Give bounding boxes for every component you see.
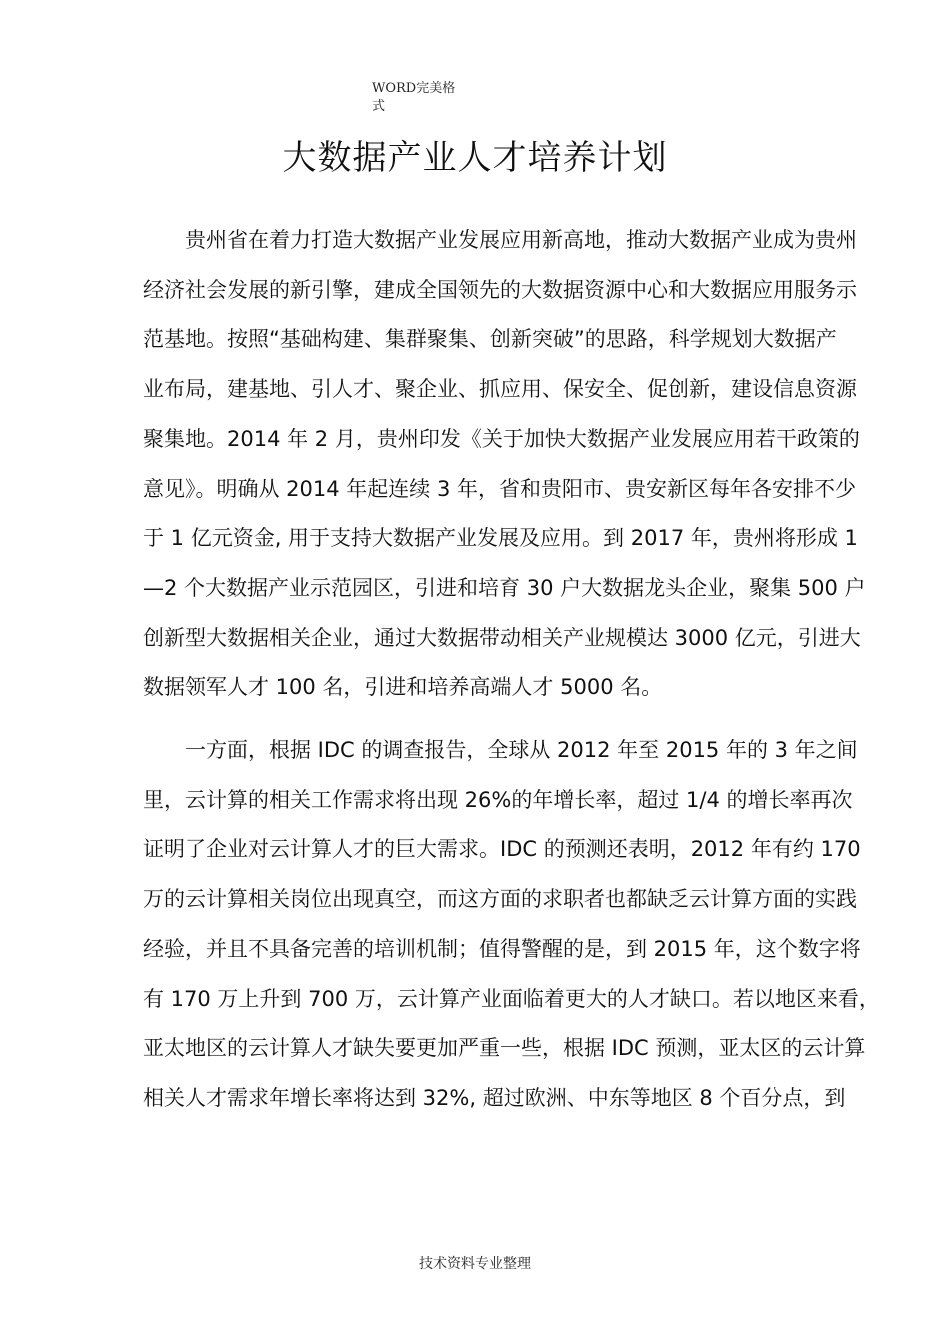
paragraph-line: 经济社会发展的新引擎，建成全国领先的大数据资源中心和大数据应用服务示 <box>143 277 857 302</box>
paragraph-line: 贵州省在着力打造大数据产业发展应用新高地，推动大数据产业成为贵州 <box>143 228 857 252</box>
document-title: 大数据产业人才培养计划 <box>282 138 668 178</box>
paragraph-line: 意见》。明确从 2014 年起连续 3 年，省和贵阳市、贵安新区每年各安排不少 <box>143 476 857 501</box>
paragraph-line: 万的云计算相关岗位出现真空，而这方面的求职者也都缺乏云计算方面的实践 <box>143 887 857 912</box>
page-footer-label: 技术资料专业整理 <box>419 1256 531 1272</box>
paragraph-line: 数据领军人才 100 名，引进和培养高端人才 5000 名。 <box>143 675 663 700</box>
paragraph-line: 亚太地区的云计算人才缺失要更加严重一些，根据 IDC 预测，亚太区的云计算 <box>143 1036 866 1061</box>
paragraph-line: 一方面，根据 IDC 的调查报告，全球从 2012 年至 2015 年的 3 年之间 <box>143 738 858 762</box>
paragraph-line: 于 1 亿元资金, 用于支持大数据产业发展及应用。到 2017 年，贵州将形成 1 <box>143 526 858 551</box>
paragraph-line: 聚集地。2014 年 2 月，贵州印发《关于加快大数据产业发展应用若干政策的 <box>143 426 860 451</box>
paragraph-line: —2 个大数据产业示范园区，引进和培育 30 户大数据龙头企业，聚集 500 户 <box>143 575 866 600</box>
paragraph-line: 有 170 万上升到 700 万，云计算产业面临着更大的人才缺口。若以地区来看， <box>143 986 880 1011</box>
paragraph-line: 经验，并且不具备完善的培训机制；值得警醒的是，到 2015 年，这个数字将 <box>143 936 861 961</box>
paragraph-2 <box>143 726 880 1124</box>
paragraph-line: 证明了企业对云计算人才的巨大需求。IDC 的预测还表明，2012 年有约 170 <box>143 837 861 862</box>
paragraph-1 <box>143 216 866 713</box>
paragraph-line: 相关人才需求年增长率将达到 32%, 超过欧洲、中东等地区 8 个百分点，到 <box>143 1085 846 1110</box>
page-header-label: WORD完美格式 <box>372 81 456 114</box>
paragraph-line: 业布局，建基地、引人才、聚企业、抓应用、保安全、促创新，建设信息资源 <box>143 377 857 402</box>
paragraph-line: 里，云计算的相关工作需求将出现 26%的年增长率，超过 1/4 的增长率再次 <box>143 787 853 812</box>
paragraph-line: 范基地。按照“基础构建、集群聚集、创新突破”的思路，科学规划大数据产 <box>143 327 837 352</box>
paragraph-line: 创新型大数据相关企业，通过大数据带动相关产业规模达 3000 亿元，引进大 <box>143 625 861 650</box>
